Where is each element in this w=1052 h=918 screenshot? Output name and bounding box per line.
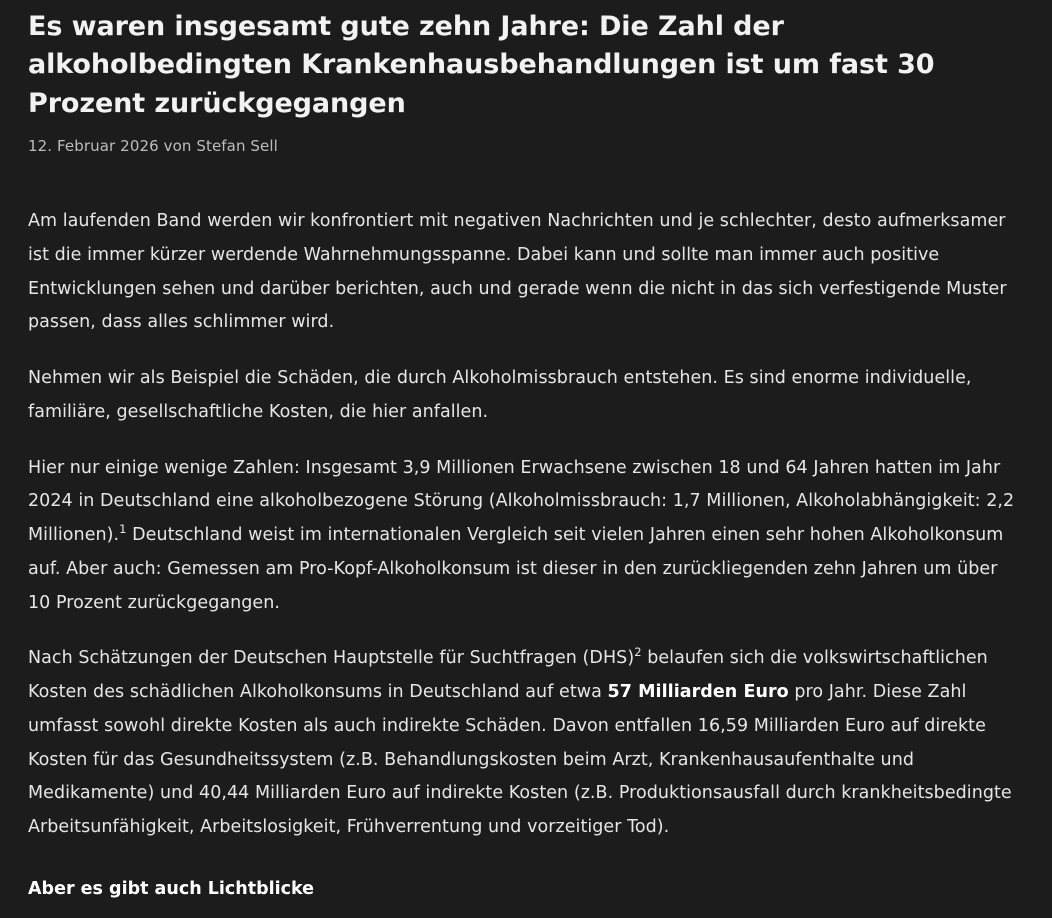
paragraph-costs (28, 642, 1024, 845)
paragraph-text-end: pro Jahr. Diese Zahl umfasst sowohl direkte Kosten als auch indirekte Schäden. Davon entfallen 16,59 Milliarden Euro auf direkte Kosten für das Gesundheitssystem (z.B. Behandlungskosten beim Arzt, Krankenhausaufenthalte und Medikamente) und 40,44 Milliarden Euro auf indirekte Kosten (z.B. Produktionsausfall durch krankheitsbedingte Arbeitsunfähigkeit, Arbeitslosigkeit, Frühverrentung und vorzeitiger Tod). (28, 682, 1012, 838)
footnote-ref-2[interactable]: 2 (634, 645, 642, 660)
paragraph-text: Hier nur einige wenige Zahlen: Insgesamt 3,9 Millionen Erwachsene zwischen 18 und 64 Jahren hatten im Jahr 2024 in Deutschland eine alkoholbezogene Störung (Alkoholmissbrauch: 1,7 Millionen, Alkoholabhängigkeit: 2,2 Millionen). (28, 457, 1015, 546)
highlight-amount: 57 Milliarden Euro (607, 682, 789, 703)
paragraph-intro (28, 205, 1024, 340)
paragraph-text-cont: belaufen sich die volkswirtschaftlichen Kosten des schädlichen Alkoholkonsums in Deutschland auf etwa (28, 648, 988, 703)
paragraph-text: Nach Schätzungen der Deutschen Hauptstelle für Suchtfragen (DHS) (28, 648, 635, 669)
footnote-ref-1[interactable]: 1 (119, 522, 127, 537)
page-title: Es waren insgesamt gute zehn Jahre: Die Zahl der alkoholbedingten Krankenhausbehandlungen ist um fast 30 Prozent zurückgegangen (28, 11, 935, 119)
paragraph-text-cont: Deutschland weist im internationalen Vergleich seit vielen Jahren einen sehr hohen Alkoholkonsum auf. Aber auch: Gemessen am Pro-Kopf-Alkoholkonsum ist dieser in den zurückliegenden zehn Jahren um über 10 Prozent zurückgegangen. (28, 525, 1004, 613)
paragraph-figures (28, 452, 1024, 621)
section-subheading: Aber es gibt auch Lichtblicke (28, 879, 315, 899)
article-byline: 12. Februar 2026 von Stefan Sell (28, 136, 278, 155)
paragraph-example (28, 362, 1024, 430)
paragraph-text: Am laufenden Band werden wir konfrontiert mit negativen Nachrichten und je schlechter, desto aufmerksamer ist die immer kürzer werdende Wahrnehmungsspanne. Dabei kann und sollte man immer auch positive Entwicklungen sehen und darüber berichten, auch und gerade wenn die nicht in das sich verfestigende Muster passen, dass alles schlimmer wird. (28, 210, 1007, 333)
paragraph-text: Nehmen wir als Beispiel die Schäden, die durch Alkoholmissbrauch entstehen. Es sind enorme individuelle, familiäre, gesellschaftliche Kosten, die hier anfallen. (28, 368, 972, 422)
article-body (28, 205, 1024, 903)
